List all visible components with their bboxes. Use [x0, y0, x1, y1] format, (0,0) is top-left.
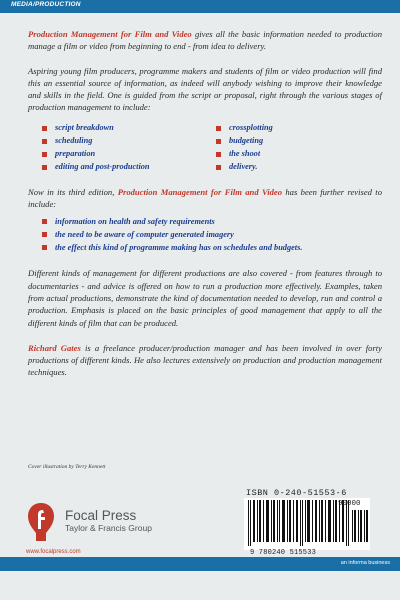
bullet-square-icon — [216, 126, 221, 131]
edition-paragraph: Now in its third edition, Production Management for Film and Video has been further revised to include: — [28, 186, 382, 210]
focal-press-logo-icon — [26, 501, 56, 543]
footer-tagline: an informa business — [340, 560, 390, 566]
bullet-square-icon — [42, 219, 47, 224]
topics-list — [28, 122, 382, 174]
author-bio: is a freelance producer/production manager and has been involved in over forty productions of different kinds. He also lectures extensively on production and production management techniques. — [28, 342, 382, 378]
management-paragraph: Different kinds of management for different productions are also covered - from features through to documentaries - and advice is offered on how to run a production more effectively. Examples, taken from actual productions, demonstrate the kind of documentation needed to develop, run and control a production. Emphasis is placed on the basic principles of good management that apply to all the different kinds of film that can be produced. — [28, 268, 382, 328]
intro-paragraph — [28, 28, 382, 53]
publisher-url[interactable]: www.focalpress.com — [26, 549, 81, 555]
bullet-square-icon — [42, 245, 47, 250]
publisher-name: Focal Press — [65, 508, 137, 523]
top-band — [0, 0, 400, 13]
cover-credit: Cover illustration by Terry Kennett — [28, 464, 106, 470]
intro-text: gives all the basic information needed to production manage a film or video from beginning to end - from idea to delivery. — [28, 29, 382, 52]
book-title-inline: Production Management for Film and Video — [117, 186, 283, 197]
list-item: script breakdown — [42, 122, 216, 135]
list-item: the effect this kind of programme making has on schedules and budgets. — [42, 241, 382, 254]
barcode-price-code: 90000 — [338, 500, 361, 508]
bullet-square-icon — [216, 152, 221, 157]
bottom-band — [0, 557, 400, 571]
bullet-square-icon — [42, 139, 47, 144]
topics-left-column — [42, 122, 216, 174]
category-label: MEDIA/PRODUCTION — [11, 1, 81, 8]
list-item: budgeting — [216, 135, 376, 148]
description-paragraph: Aspiring young film producers, programme makers and students of film or video production will find this an essential source of information, as indeed will anybody wishing to improve their knowledge and skills in the field. One is guided from the script or proposal, right through the various stages of production management to include: — [28, 65, 382, 113]
list-item: information on health and safety requirements — [42, 215, 382, 228]
list-item: preparation — [42, 148, 216, 161]
blurb — [28, 28, 382, 379]
list-item: the need to be aware of computer generated imagery — [42, 228, 382, 241]
publisher-group: Taylor & Francis Group — [65, 523, 152, 533]
book-title: Production Management for Film and Video — [28, 29, 192, 39]
bullet-square-icon — [42, 152, 47, 157]
list-item: scheduling — [42, 135, 216, 148]
list-item: editing and post-production — [42, 161, 216, 174]
isbn-label: ISBN 0-240-51553-6 — [246, 488, 347, 498]
list-item: crossplotting — [216, 122, 376, 135]
list-item: delivery. — [216, 161, 376, 174]
topics-right-column — [216, 122, 376, 174]
bullet-square-icon — [216, 139, 221, 144]
list-item: the shoot — [216, 148, 376, 161]
bullet-square-icon — [216, 165, 221, 170]
author-paragraph — [28, 342, 382, 379]
barcode-number: 9 780240 515533 — [250, 549, 317, 557]
new-topics-list — [42, 215, 382, 254]
publisher-brand — [65, 508, 152, 534]
author-name: Richard Gates — [28, 342, 81, 353]
bullet-square-icon — [42, 232, 47, 237]
bullet-square-icon — [42, 165, 47, 170]
bullet-square-icon — [42, 126, 47, 131]
